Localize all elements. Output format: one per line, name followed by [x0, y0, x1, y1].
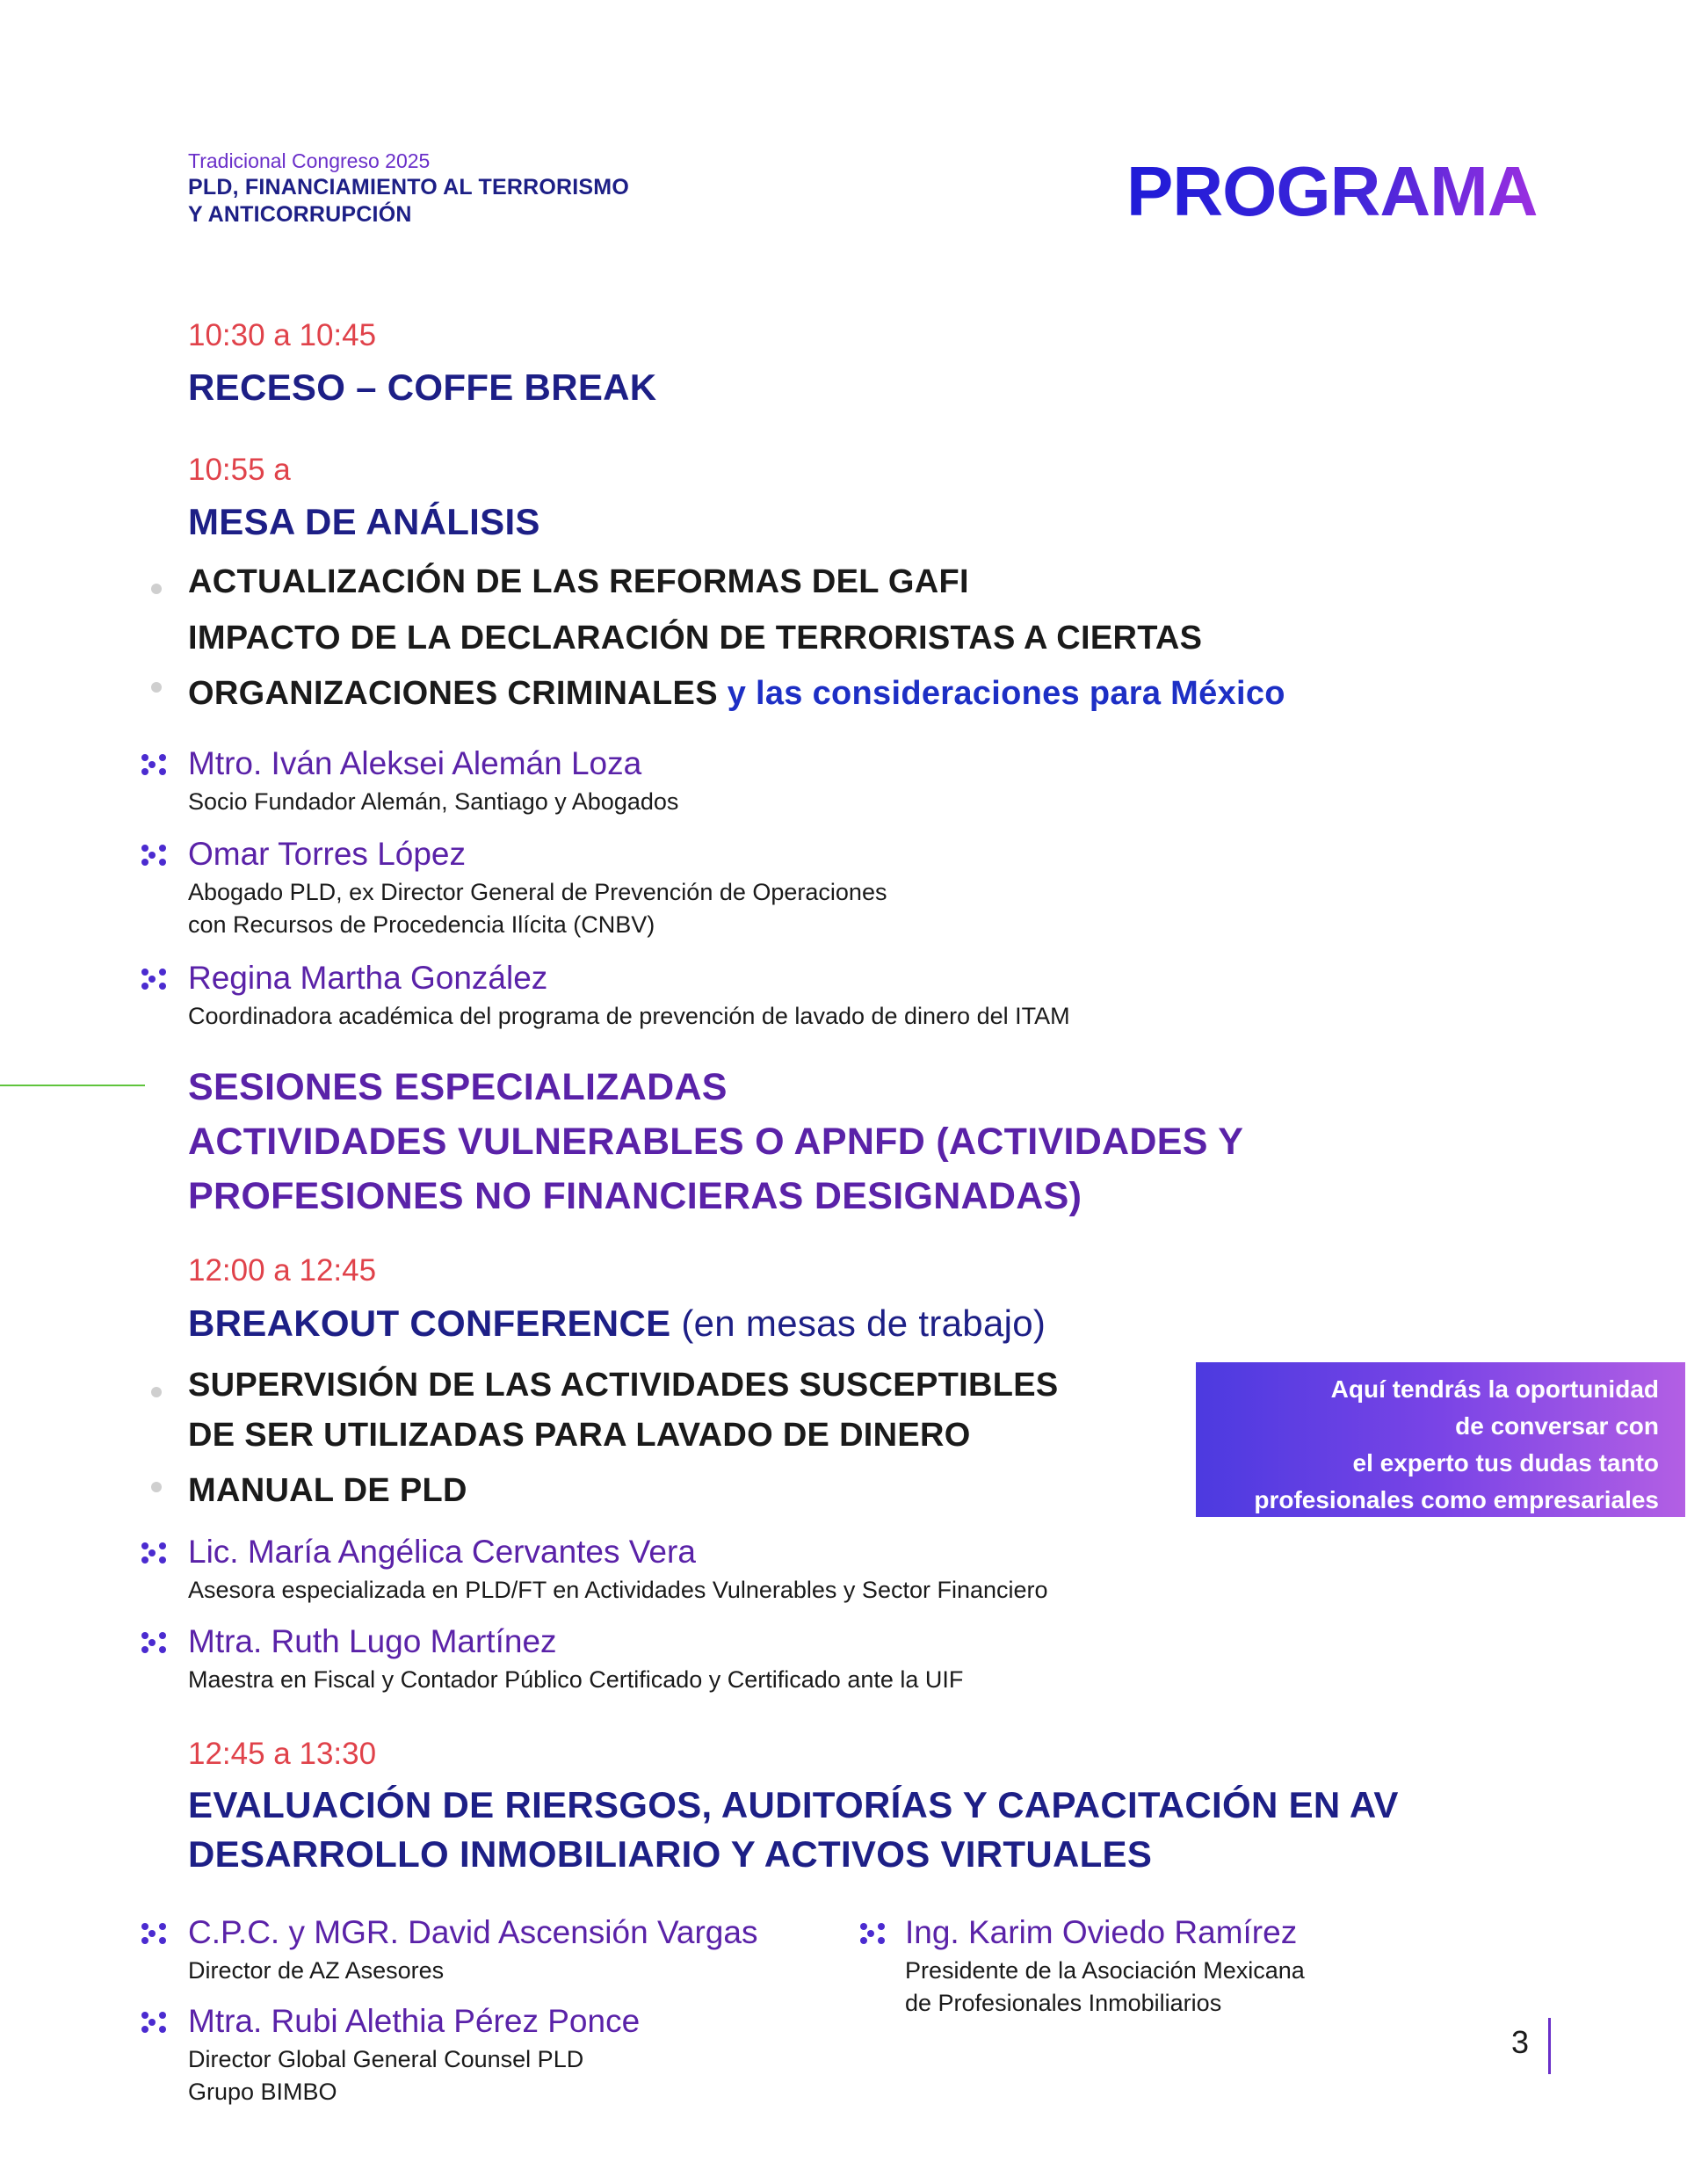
- page-number-bar: [1548, 2018, 1551, 2074]
- event-title-line1: PLD, FINANCIAMIENTO AL TERRORISMO: [188, 175, 629, 200]
- speaker-name: Regina Martha González: [188, 960, 548, 996]
- speaker-role: Abogado PLD, ex Director General de Prevención de Operaciones: [188, 879, 887, 905]
- sessions-title-line1: SESIONES ESPECIALIZADAS: [188, 1066, 728, 1108]
- callout-text: [1254, 1371, 1659, 1519]
- speaker-dots-icon: [141, 1921, 169, 1946]
- callout-line: el experto tus dudas tanto: [1352, 1449, 1659, 1477]
- speaker-name: C.P.C. y MGR. David Ascensión Vargas: [188, 1914, 758, 1950]
- speaker-dots-icon: [141, 843, 169, 867]
- speaker-name: Ing. Karim Oviedo Ramírez: [905, 1914, 1298, 1950]
- callout-box: [1196, 1362, 1685, 1517]
- session-title-break: RECESO – COFFE BREAK: [188, 366, 657, 408]
- bullet-dot: [151, 682, 162, 693]
- speaker-role: Coordinadora académica del programa de prevención de lavado de dinero del ITAM: [188, 1003, 1070, 1029]
- topic-supervision-line2: DE SER UTILIZADAS PARA LAVADO DE DINERO: [188, 1417, 971, 1454]
- topic-supervision-line1: SUPERVISIÓN DE LAS ACTIVIDADES SUSCEPTIBLES: [188, 1367, 1059, 1404]
- speaker-role: Grupo BIMBO: [188, 2079, 337, 2105]
- speaker-role: Maestra en Fiscal y Contador Público Certificado y Certificado ante la UIF: [188, 1666, 964, 1693]
- bullet-dot: [151, 1482, 162, 1492]
- speaker-dots-icon: [141, 752, 169, 777]
- speaker-role: Director de AZ Asesores: [188, 1957, 445, 1984]
- speaker-role: Director Global General Counsel PLD: [188, 2046, 584, 2072]
- time-slot-1: 10:30 a 10:45: [188, 318, 377, 352]
- speaker-name: Mtra. Rubi Alethia Pérez Ponce: [188, 2003, 641, 2039]
- speaker-dots-icon: [859, 1921, 887, 1946]
- speaker-role: Socio Fundador Alemán, Santiago y Abogados: [188, 788, 679, 815]
- speaker-dots-icon: [141, 1541, 169, 1565]
- speaker-dots-icon: [141, 967, 169, 991]
- session-title-evaluacion-line2: DESARROLLO INMOBILIARIO Y ACTIVOS VIRTUALES: [188, 1833, 1153, 1875]
- speaker-role: Asesora especializada en PLD/FT en Actividades Vulnerables y Sector Financiero: [188, 1577, 1048, 1603]
- breakout-light: (en mesas de trabajo): [670, 1302, 1046, 1344]
- time-slot-2: 10:55 a: [188, 453, 291, 487]
- speaker-name: Omar Torres López: [188, 836, 466, 872]
- bullet-dot: [151, 1387, 162, 1397]
- sessions-title-line2: ACTIVIDADES VULNERABLES O APNFD (ACTIVIDADES Y: [188, 1121, 1244, 1163]
- speaker-dots-icon: [141, 2010, 169, 2035]
- breakout-bold: BREAKOUT CONFERENCE: [188, 1302, 671, 1344]
- topic-manual: MANUAL DE PLD: [188, 1472, 467, 1509]
- speaker-role: Presidente de la Asociación Mexicana: [905, 1957, 1305, 1984]
- topic-impacto-line1: IMPACTO DE LA DECLARACIÓN DE TERRORISTAS A CIERTAS: [188, 620, 1203, 657]
- callout-line: de conversar con: [1455, 1412, 1659, 1440]
- time-slot-4: 12:45 a 13:30: [188, 1737, 377, 1771]
- event-eyebrow: Tradicional Congreso 2025: [188, 149, 431, 172]
- speaker-role: con Recursos de Procedencia Ilícita (CNBV): [188, 911, 655, 938]
- speaker-dots-icon: [141, 1630, 169, 1655]
- speaker-name: Lic. María Angélica Cervantes Vera: [188, 1534, 696, 1570]
- page-title: PROGRAMA: [1126, 152, 1538, 230]
- topic-bold-part: ORGANIZACIONES CRIMINALES: [188, 675, 718, 712]
- topic-impacto-line2: [188, 675, 1285, 713]
- time-slot-3: 12:00 a 12:45: [188, 1253, 377, 1288]
- callout-line: Aquí tendrás la oportunidad: [1330, 1375, 1659, 1403]
- callout-line: profesionales como empresariales: [1254, 1486, 1659, 1513]
- page-number: 3: [1511, 2024, 1530, 2060]
- section-divider: [0, 1085, 145, 1086]
- speaker-name: Mtra. Ruth Lugo Martínez: [188, 1623, 557, 1659]
- sessions-title-line3: PROFESIONES NO FINANCIERAS DESIGNADAS): [188, 1175, 1082, 1217]
- event-title-line2: Y ANTICORRUPCIÓN: [188, 202, 412, 227]
- session-title-mesa: MESA DE ANÁLISIS: [188, 501, 540, 542]
- topic-gafi: ACTUALIZACIÓN DE LAS REFORMAS DEL GAFI: [188, 563, 969, 600]
- session-title-breakout: [188, 1302, 1046, 1345]
- topic-accent-part: y las consideraciones para México: [717, 675, 1285, 712]
- speaker-role: de Profesionales Inmobiliarios: [905, 1990, 1222, 2016]
- session-title-evaluacion-line1: EVALUACIÓN DE RIERSGOS, AUDITORÍAS Y CAPACITACIÓN EN AV: [188, 1784, 1399, 1825]
- speaker-name: Mtro. Iván Aleksei Alemán Loza: [188, 745, 642, 781]
- bullet-dot: [151, 584, 162, 594]
